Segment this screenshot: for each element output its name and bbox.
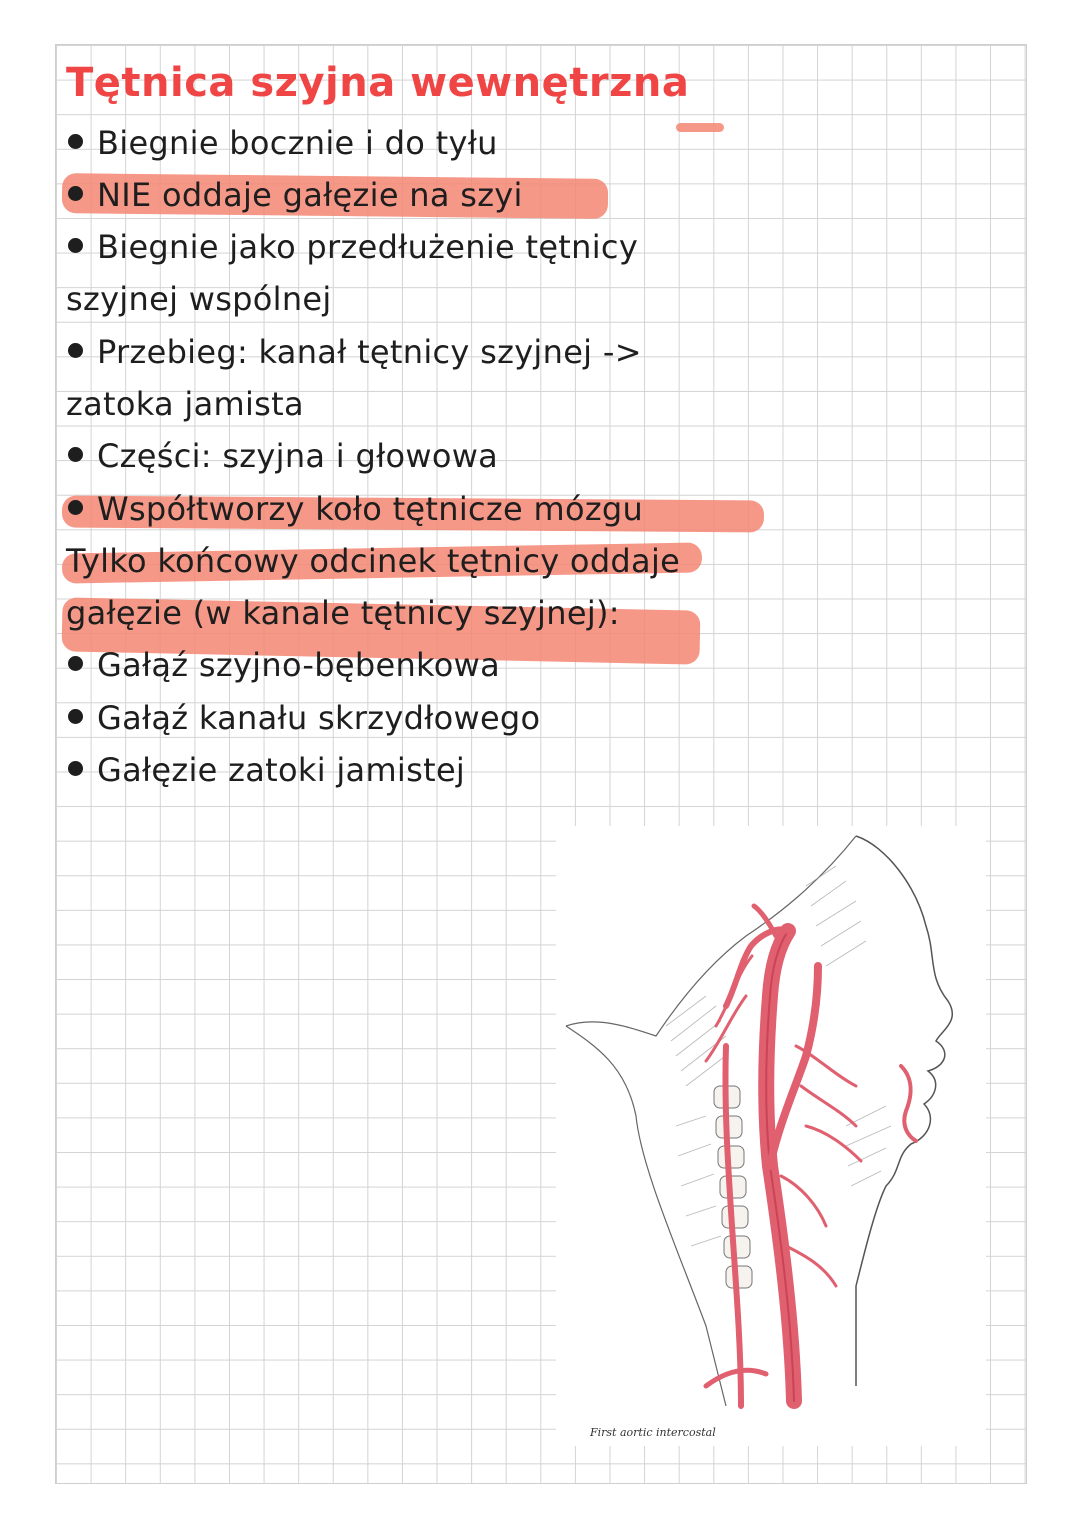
note-line: Części: szyjna i głowowa — [66, 437, 498, 475]
anatomy-illustration — [556, 826, 986, 1446]
note-line: gałęzie (w kanale tętnicy szyjnej): — [66, 594, 620, 632]
note-line: szyjnej wspólnej — [66, 280, 332, 318]
note-line: Biegnie bocznie i do tyłu — [66, 124, 498, 162]
bullet-icon — [68, 186, 83, 201]
highlight-mark — [676, 123, 724, 132]
note-line: Gałąź kanału skrzydłowego — [66, 699, 540, 737]
page-title: Tętnica szyjna wewnętrzna — [66, 60, 690, 106]
bullet-icon — [68, 238, 83, 253]
bullet-icon — [68, 343, 83, 358]
note-line: Współtworzy koło tętnicze mózgu — [66, 490, 643, 528]
bullet-icon — [68, 709, 83, 724]
bullet-icon — [68, 656, 83, 671]
bullet-icon — [68, 134, 83, 149]
note-line: zatoka jamista — [66, 385, 304, 423]
figure-caption: First aortic intercostal — [590, 1426, 716, 1439]
note-line: Gałąź szyjno-bębenkowa — [66, 646, 500, 684]
carotid-artery-drawing — [556, 826, 986, 1446]
bullet-icon — [68, 500, 83, 515]
note-line: Biegnie jako przedłużenie tętnicy — [66, 228, 638, 266]
bullet-icon — [68, 447, 83, 462]
note-line: Przebieg: kanał tętnicy szyjnej -> — [66, 333, 642, 371]
note-line: Tylko końcowy odcinek tętnicy oddaje — [66, 542, 681, 580]
note-line: NIE oddaje gałęzie na szyi — [66, 176, 523, 214]
note-line: Gałęzie zatoki jamistej — [66, 751, 465, 789]
bullet-icon — [68, 761, 83, 776]
